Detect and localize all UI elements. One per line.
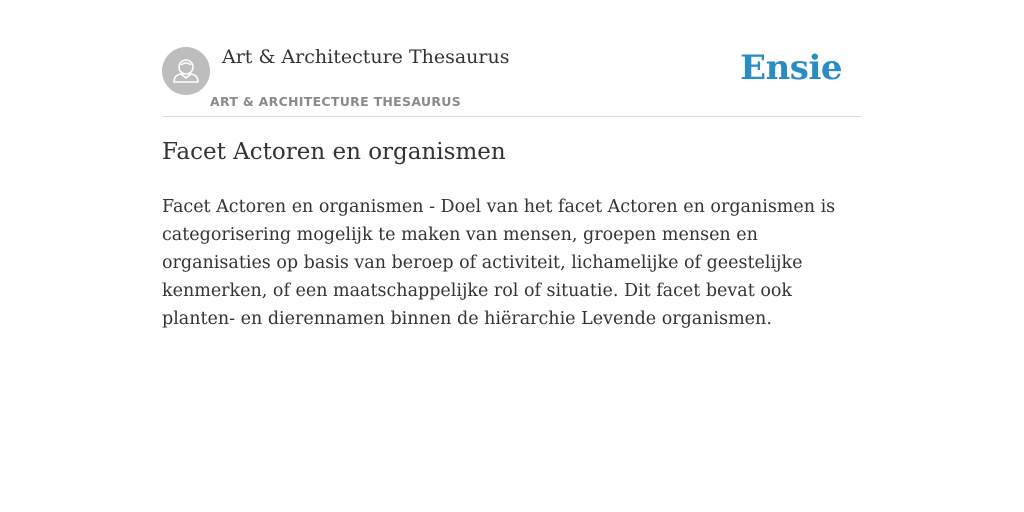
author-name-link[interactable]: Art & Architecture Thesaurus xyxy=(222,46,510,68)
avatar[interactable] xyxy=(162,47,210,95)
user-avatar-icon xyxy=(162,47,210,95)
source-label-link[interactable]: ART & ARCHITECTURE THESAURUS xyxy=(210,94,462,109)
brand-logo[interactable]: Ensie xyxy=(740,48,842,88)
article-body: Facet Actoren en organismen - Doel van het facet Actoren en organismen is categorisering mogelijk te maken van mensen, groepen mensen en organisaties op basis van beroep of activiteit, lichamelijke of geestelijke kenmerken, of een maatschappelijke rol of situatie. Dit facet bevat ook planten- en dierennamen binnen de hiërarchie Levende organismen. xyxy=(162,197,836,329)
article-title: Facet Actoren en organismen xyxy=(162,139,506,165)
author-header xyxy=(162,40,862,117)
